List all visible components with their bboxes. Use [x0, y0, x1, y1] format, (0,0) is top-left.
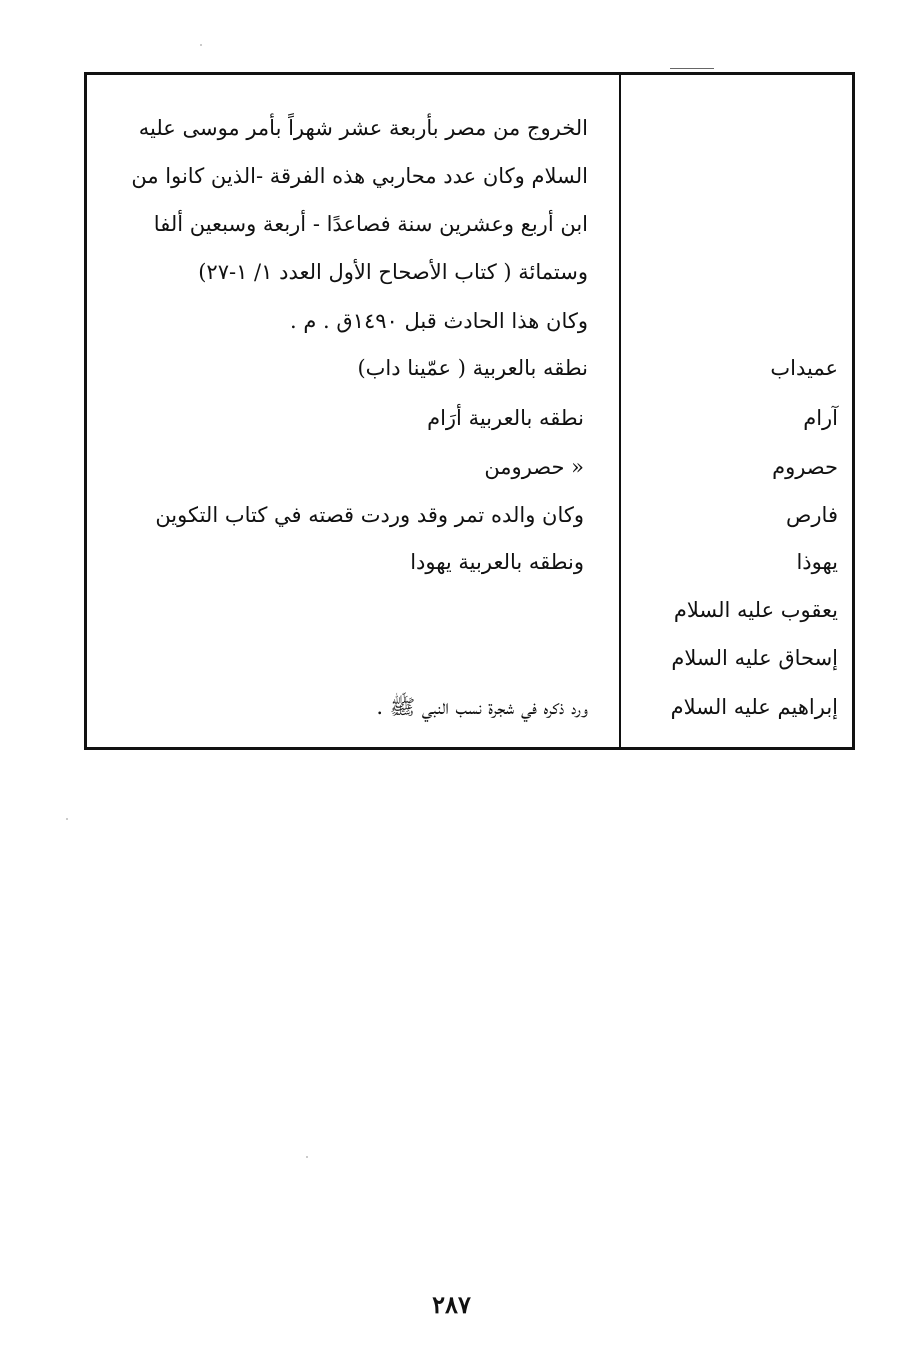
- scan-speck: [66, 818, 68, 820]
- row-description: نطقه بالعربية أرَام: [427, 406, 584, 430]
- description-paragraph-line: ابن أربع وعشرين سنة فصاعدًا - أربعة وسبعين ألفا: [153, 212, 588, 236]
- column-divider: [619, 75, 621, 747]
- description-paragraph-line: السلام وكان عدد محاربي هذه الفرقة -الذين كانوا من: [131, 164, 588, 188]
- row-name: يهوذا: [796, 550, 838, 574]
- row-name: فارص: [786, 503, 838, 527]
- row-name: حصروم: [772, 455, 838, 479]
- scan-speck: [306, 1156, 308, 1158]
- row-name: إسحاق عليه السلام: [671, 646, 838, 670]
- row-name: إبراهيم عليه السلام: [670, 695, 838, 719]
- top-rule: [670, 68, 714, 69]
- genealogy-table: [84, 72, 855, 750]
- row-description: ورد ذكره في شجرة نسب النبي ﷺ .: [376, 695, 588, 719]
- row-name: يعقوب عليه السلام: [673, 598, 838, 622]
- row-description: ونطقه بالعربية يهودا: [410, 550, 584, 574]
- description-paragraph-line: الخروج من مصر بأربعة عشر شهراً بأمر موسى عليه: [138, 116, 588, 140]
- row-description: « حصرومن: [484, 455, 584, 479]
- row-description: وكان والده تمر وقد وردت قصته في كتاب التكوين: [155, 503, 584, 527]
- scan-speck: [200, 44, 202, 46]
- description-paragraph-line: وستمائة ( كتاب الأصحاح الأول العدد ١/ ١-٢٧): [198, 260, 588, 284]
- description-paragraph-line: وكان هذا الحادث قبل ١٤٩٠ق . م .: [290, 309, 588, 333]
- row-name: آرام: [803, 406, 838, 430]
- row-name: عميداب: [770, 356, 838, 380]
- row-description: نطقه بالعربية ( عمّينا داب): [357, 356, 588, 380]
- page-number: ٢٨٧: [432, 1290, 471, 1319]
